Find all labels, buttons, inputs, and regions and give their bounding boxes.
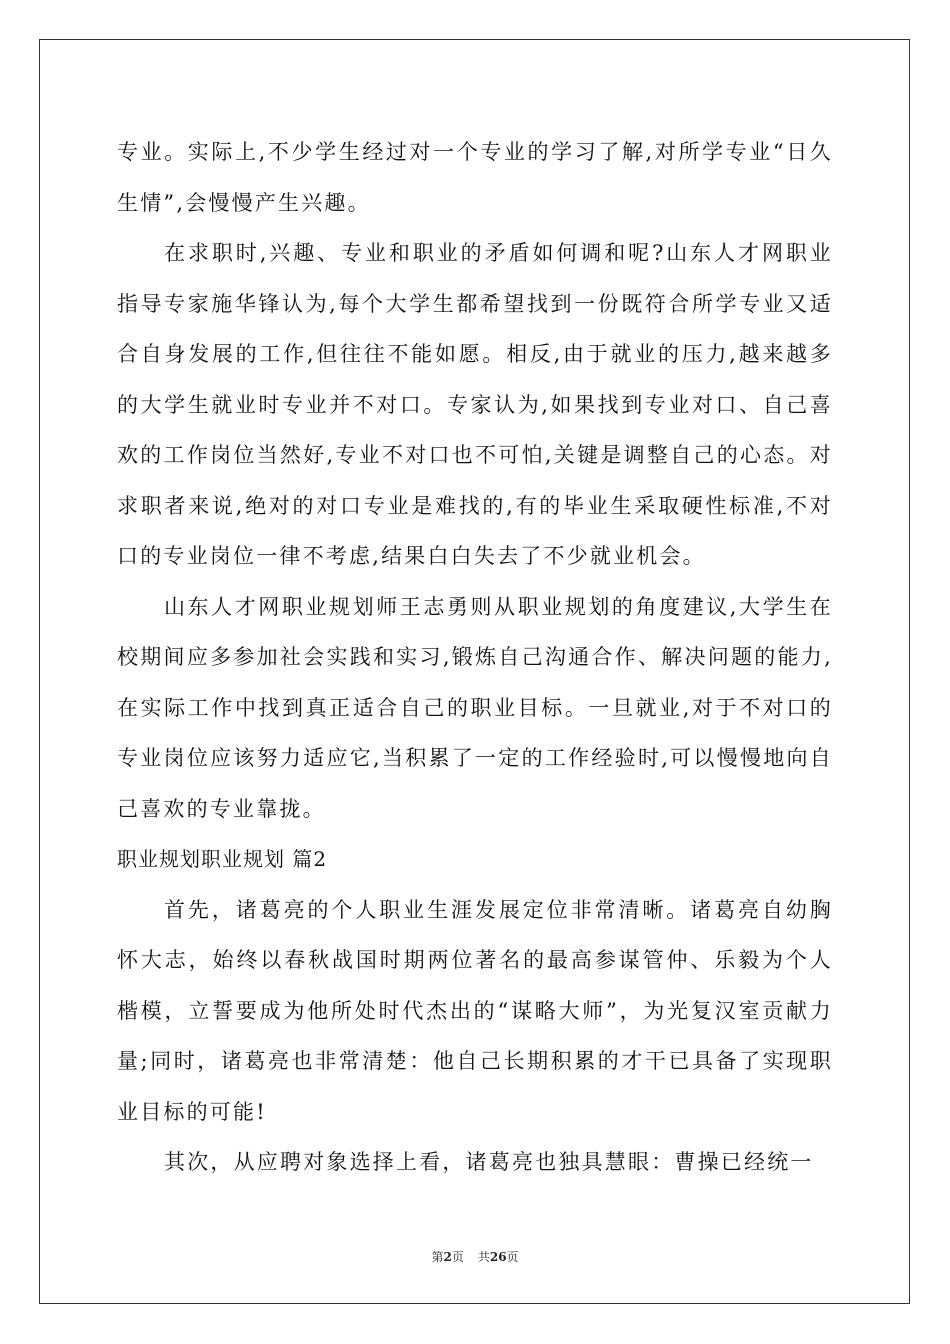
page-number: 2	[443, 1250, 452, 1264]
page-prefix: 第	[431, 1250, 444, 1264]
paragraph: 山东人才网职业规划师王志勇则从职业规划的角度建议,大学生在校期间应多参加社会实践和实习,锻炼自己沟通合作、解决问题的能力,在实际工作中找到真正适合自己的职业目标。一旦就业,对于不对口的专业岗位应该努力适应它,当积累了一定的工作经验时,可以慢慢地向自己喜欢的专业靠拢。	[117, 594, 833, 821]
section-heading: 职业规划职业规划 篇2	[117, 847, 328, 871]
paragraph: 专业。实际上,不少学生经过对一个专业的学习了解,对所学专业“日久生情”,会慢慢产生兴趣。	[117, 140, 833, 215]
paragraph: 其次，从应聘对象选择上看，诸葛亮也独具慧眼：曹操已经统一	[164, 1150, 814, 1174]
total-suffix: 页	[506, 1250, 519, 1264]
paragraph: 首先，诸葛亮的个人职业生涯发展定位非常清晰。诸葛亮自幼胸怀大志，始终以春秋战国时期两位著名的最高参谋管仲、乐毅为个人楷模，立誓要成为他所处时代杰出的“谋略大师”，为光复汉室贡献力量;同时，诸葛亮也非常清楚：他自己长期积累的才干已具备了实现职业目标的可能!	[117, 897, 833, 1124]
paragraph: 在求职时,兴趣、专业和职业的矛盾如何调和呢?山东人才网职业指导专家施华锋认为,每个大学生都希望找到一份既符合所学专业又适合自身发展的工作,但往往不能如愿。相反,由于就业的压力,越来越多的大学生就业时专业并不对口。专家认为,如果找到专业对口、自己喜欢的工作岗位当然好,专业不对口也不可怕,关键是调整自己的心态。对求职者来说,绝对的对口专业是难找的,有的毕业生采取硬性标准,不对口的专业岗位一律不考虑,结果白白失去了不少就业机会。	[117, 241, 833, 568]
page-suffix: 页	[451, 1250, 464, 1264]
total-prefix: 共	[477, 1250, 490, 1264]
total-pages: 26	[489, 1250, 507, 1264]
document-body	[117, 127, 833, 1188]
page-footer	[0, 1248, 950, 1265]
